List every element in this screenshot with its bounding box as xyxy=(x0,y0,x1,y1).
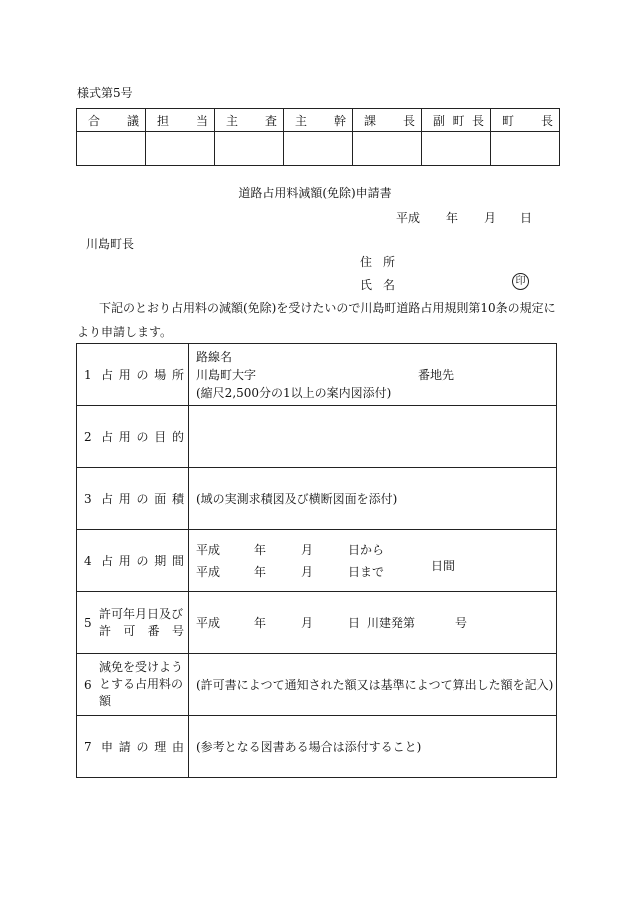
label-char: 番 xyxy=(147,623,160,638)
table-row xyxy=(77,530,557,592)
header-char: 査 xyxy=(264,113,277,128)
row-label xyxy=(101,428,188,445)
row-label-cell xyxy=(77,406,189,468)
label-char: 間 xyxy=(171,554,184,568)
approval-header-1 xyxy=(146,112,214,129)
date-line[interactable] xyxy=(396,209,532,226)
row-label-cell xyxy=(77,344,189,406)
approval-stamp-box[interactable] xyxy=(422,132,491,166)
seal-mark: 印 xyxy=(512,273,529,290)
approval-stamp-table xyxy=(76,108,560,166)
approval-header-cell xyxy=(353,109,422,132)
row-label xyxy=(101,366,188,383)
permit-number-prefix: 川建発第 xyxy=(367,615,416,630)
approval-header-cell xyxy=(491,109,560,132)
period-from-day: 日から xyxy=(348,542,385,557)
row-label-cell xyxy=(77,654,189,716)
label-char: の xyxy=(136,740,149,754)
label-char: 目 xyxy=(154,430,167,444)
header-char: 長 xyxy=(402,113,415,128)
period-from-line xyxy=(196,541,556,559)
name-label: 氏名 xyxy=(360,278,407,292)
row-label-line xyxy=(99,623,188,640)
period-to-day: 日まで xyxy=(348,564,385,579)
address-label: 住所 xyxy=(360,255,407,269)
approval-header-cell xyxy=(422,109,491,132)
application-details-table xyxy=(76,343,557,778)
label-char: 用 xyxy=(118,430,131,444)
lot-label: 番地先 xyxy=(418,367,455,382)
approval-stamp-box[interactable] xyxy=(491,132,560,166)
addressee: 川島町長 xyxy=(86,237,135,251)
label-char: の xyxy=(136,554,149,568)
date-era: 平成 xyxy=(396,211,421,225)
label-char: の xyxy=(136,368,149,382)
row-number: 2 xyxy=(84,429,92,444)
label-char: 許 xyxy=(99,623,112,638)
label-char: 請 xyxy=(118,740,131,754)
occupancy-purpose-field[interactable] xyxy=(189,406,557,468)
label-char: 期 xyxy=(154,554,167,568)
permit-line xyxy=(196,614,556,632)
table-row xyxy=(77,406,557,468)
header-char: 課 xyxy=(364,113,377,128)
header-char: 当 xyxy=(195,113,208,128)
label-char: 用 xyxy=(118,492,131,506)
header-char: 主 xyxy=(226,113,239,128)
row-label xyxy=(99,606,188,640)
approval-header-6 xyxy=(491,112,559,129)
label-char: 用 xyxy=(118,554,131,568)
request-statement: 下記のとおり占用料の減額(免除)を受けたいので川島町道路占用規則第10条の規定により申請します。 xyxy=(77,301,556,339)
row-label xyxy=(101,490,188,507)
header-char: 町 xyxy=(502,113,515,128)
occupancy-period-field[interactable] xyxy=(189,530,557,592)
row-number: 3 xyxy=(84,491,92,506)
label-char: 可 xyxy=(123,623,136,638)
approval-header-cell xyxy=(215,109,284,132)
approval-header-0 xyxy=(77,112,145,129)
row-label-cell xyxy=(77,468,189,530)
header-char: 議 xyxy=(126,113,139,128)
row-number: 7 xyxy=(84,739,92,754)
header-char: 主 xyxy=(295,113,308,128)
row-label-line: 減免を受けよう xyxy=(99,660,184,674)
label-char: 的 xyxy=(171,430,184,444)
label-char: 号 xyxy=(171,623,184,638)
address-line xyxy=(196,366,556,384)
label-char: 占 xyxy=(101,430,114,444)
header-char: 幹 xyxy=(333,113,346,128)
table-row xyxy=(77,654,557,716)
route-name-label: 路線名 xyxy=(196,349,233,364)
label-char: 理 xyxy=(154,740,167,754)
row-number: 5 xyxy=(84,615,92,630)
label-char: 積 xyxy=(171,492,184,506)
approval-stamp-box[interactable] xyxy=(353,132,422,166)
row-label-line: 額 xyxy=(99,694,112,708)
label-char: 占 xyxy=(101,492,114,506)
document-title: 道路占用料減額(免除)申請書 xyxy=(238,186,392,200)
form-number: 様式第5号 xyxy=(77,86,133,100)
label-char: の xyxy=(136,492,149,506)
occupancy-location-field[interactable] xyxy=(189,344,557,406)
row-number: 6 xyxy=(84,677,92,692)
date-year-label: 年 xyxy=(446,211,459,225)
date-month-label: 月 xyxy=(484,211,497,225)
header-char: 長 xyxy=(540,113,553,128)
map-note: (縮尺2,500分の1以上の案内図添付) xyxy=(196,385,392,400)
header-char: 長 xyxy=(471,113,484,128)
header-char: 町 xyxy=(452,113,465,128)
period-from-era: 平成 xyxy=(196,542,221,557)
table-row xyxy=(77,592,557,654)
approval-stamp-box[interactable] xyxy=(77,132,146,166)
occupancy-area-field[interactable]: (域の実測求積図及び横断図面を添付) xyxy=(189,468,557,530)
label-char: 由 xyxy=(171,740,184,754)
approval-header-cell xyxy=(146,109,215,132)
table-row xyxy=(77,344,557,406)
approval-stamp-box[interactable] xyxy=(146,132,215,166)
period-from-year: 年 xyxy=(254,542,267,557)
approval-header-4 xyxy=(353,112,421,129)
permit-month: 月 xyxy=(301,615,314,630)
header-char: 合 xyxy=(88,113,101,128)
approval-header-cell xyxy=(284,109,353,132)
row-label-line: 許可年月日及び xyxy=(99,606,184,621)
period-to-era: 平成 xyxy=(196,564,221,579)
label-char: の xyxy=(136,430,149,444)
approval-header-5 xyxy=(422,112,490,129)
table-row xyxy=(77,468,557,530)
period-from-month: 月 xyxy=(301,542,314,557)
period-to-month: 月 xyxy=(301,564,314,579)
permit-day: 日 xyxy=(348,615,361,630)
row-label-line: とする占用料の xyxy=(99,677,184,691)
row-number: 4 xyxy=(84,553,92,568)
label-char: 申 xyxy=(101,740,114,754)
district-label: 川島町大字 xyxy=(196,367,257,382)
row-label-cell xyxy=(77,530,189,592)
approval-stamp-box[interactable] xyxy=(215,132,284,166)
label-char: 面 xyxy=(154,492,167,506)
approval-header-2 xyxy=(215,112,283,129)
row-label xyxy=(101,738,188,755)
approval-header-cell xyxy=(77,109,146,132)
permit-era: 平成 xyxy=(196,615,221,630)
table-row xyxy=(77,716,557,778)
period-days-label: 日間 xyxy=(431,558,456,573)
permit-number-suffix: 号 xyxy=(455,615,468,630)
label-char: 所 xyxy=(171,368,184,382)
permit-info-field[interactable] xyxy=(189,592,557,654)
label-char: 占 xyxy=(101,554,114,568)
period-to-line xyxy=(196,563,556,581)
header-char: 担 xyxy=(157,113,170,128)
row-label xyxy=(99,659,188,710)
period-to-year: 年 xyxy=(254,564,267,579)
row-label xyxy=(101,552,188,569)
application-reason-field[interactable]: (参考となる図書ある場合は添付すること) xyxy=(189,716,557,778)
approval-header-3 xyxy=(284,112,352,129)
label-char: 場 xyxy=(154,368,167,382)
date-day-label: 日 xyxy=(520,211,533,225)
permit-year: 年 xyxy=(254,615,267,630)
row-label-cell xyxy=(77,592,189,654)
row-label-cell xyxy=(77,716,189,778)
label-char: 占 xyxy=(101,368,114,382)
row-number: 1 xyxy=(84,367,92,382)
header-char: 副 xyxy=(433,113,446,128)
label-char: 用 xyxy=(118,368,131,382)
reduction-amount-field[interactable]: (許可書によつて通知された額又は基準によつて算出した額を記入) xyxy=(189,654,557,716)
approval-stamp-box[interactable] xyxy=(284,132,353,166)
